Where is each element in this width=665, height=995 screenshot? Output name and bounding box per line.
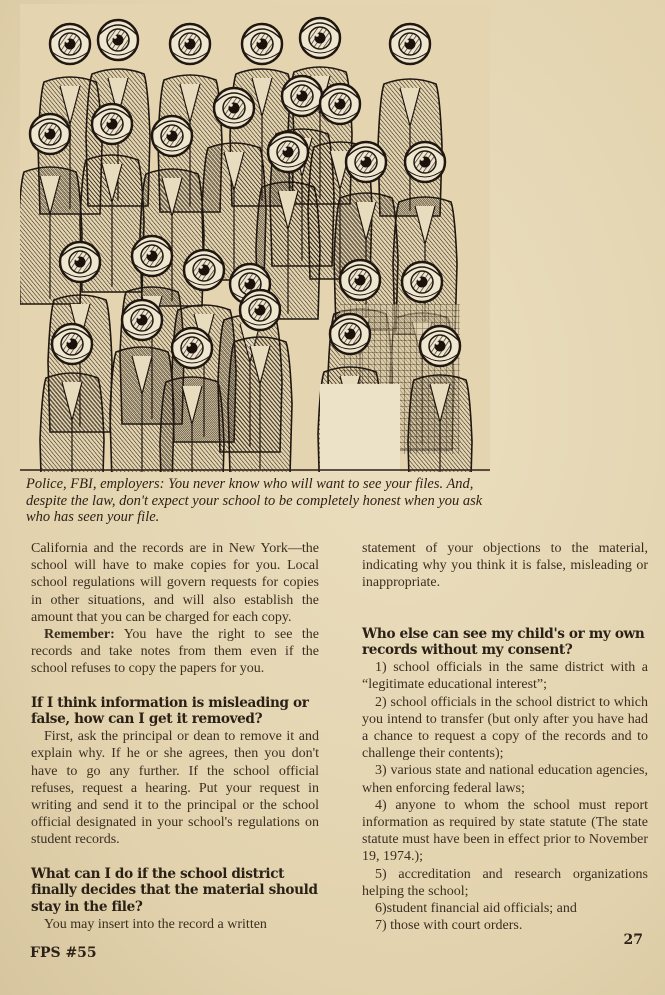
- list-item: 7) those with court orders.: [375, 918, 523, 934]
- paragraph-copies: California and the records are in New York—the school will have to make copies for you. Local school regulations will govern requests for copies in other situations, and will also establish the amount that you can be charged for each copy.: [31, 541, 319, 625]
- eyeball-crowd-illustration: [20, 4, 490, 472]
- paragraph-objection-statement: statement of your objections to the material, indicating why you think it is false, misleading or inappropriate.: [362, 541, 648, 591]
- list-item: 6)student financial aid officials; and: [375, 901, 577, 917]
- list-item: 3) various state and national education agencies, when enforcing federal laws;: [362, 763, 648, 796]
- page-number: 27: [623, 932, 643, 948]
- remember-lead: Remember:: [44, 627, 115, 643]
- list-item: 1) school officials in the same district with a “legitimate educational interest”;: [362, 660, 648, 693]
- answer-material-stays: You may insert into the record a written: [44, 917, 267, 933]
- question-material-stays: What can I do if the school district finally decides that the material should stay in the file?: [31, 865, 318, 916]
- paragraph-remember: [31, 626, 319, 678]
- list-item: 2) school officials in the school district to which you intend to transfer (but only after you have had a chance to request a copy of the records and to challenge their contents);: [362, 694, 648, 762]
- right-column: [362, 540, 648, 934]
- issue-label: FPS #55: [30, 945, 97, 961]
- question-who-can-see-records: Who else can see my child's or my own records without my consent?: [362, 625, 645, 659]
- illustration-caption: Police, FBI, employers: You never know who will want to see your files. And, despite the law, don't expect your school to be completely honest when you ask who has seen your file.: [26, 476, 483, 525]
- left-column: [31, 540, 319, 933]
- list-item: 5) accreditation and research organizations helping the school;: [362, 866, 648, 899]
- list-item: 4) anyone to whom the school must report information as required by state statute (The state statute must have been in effect prior to November 19, 1974.);: [362, 797, 648, 865]
- question-misleading-info: If I think information is misleading or false, how can I get it removed?: [31, 694, 309, 728]
- answer-misleading-info: First, ask the principal or dean to remove it and explain why. If he or she agrees, then you don't have to go any further. If the school official refuses, request a hearing. Put your request in writing and send it to the principal or the school official designated in your school's regulations on student records.: [31, 729, 319, 848]
- remember-text: You have the right to see the records and take notes from them even if the school refuses to copy the papers for you.: [31, 627, 319, 677]
